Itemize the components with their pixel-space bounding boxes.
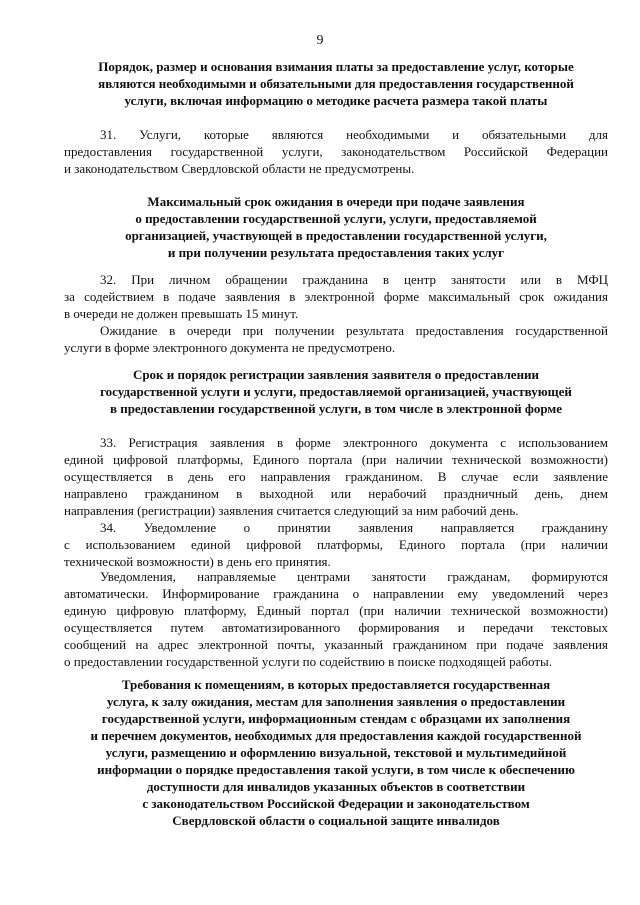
text-line: осуществляется путем автоматизированного формирования и передачи текстовых [64,620,608,635]
section-heading-premises-requirements [62,676,610,829]
page-number: 9 [316,33,324,48]
heading-line: услуги, размещению и оформлению визуальной, текстовой и мультимедийной [105,745,567,760]
text-line: технической возможности) в день его принятия. [64,554,331,569]
heading-line: организацией, участвующей в предоставлении государственной услуги, [125,228,547,243]
heading-line: Порядок, размер и основания взимания платы за предоставление услуг, которые [98,59,574,74]
heading-line: в предоставлении государственной услуги, в том числе в электронной форме [109,401,563,416]
heading-line: услуги, включая информацию о методике расчета размера такой платы [124,93,548,108]
text-line: услуги в форме электронного документа не предусмотрено. [64,340,396,355]
heading-line: государственной услуги, информационным стендам с образцами их заполнения [101,711,571,726]
section-heading-fees [62,58,610,109]
text-line: 34. Уведомление о принятии заявления направляется гражданину [100,520,608,535]
heading-line: Требования к помещениям, в которых предоставляется государственная [121,677,551,692]
heading-line: с законодательством Российской Федерации и законодательством [142,796,530,811]
text-line: направления (регистрации) заявления считается следующий за ним рабочий день. [64,503,519,518]
text-line: 33. Регистрация заявления в форме электронного документа с использованием [100,435,608,450]
text-line: единую цифровую платформу, Единый портал (при наличии технической возможности) [64,603,608,618]
heading-line: и при получении результата предоставления таких услуг [167,245,505,260]
text-line: предоставления государственной услуги, законодательством Российской Федерации [64,144,608,159]
paragraph-34 [64,519,608,570]
text-line: осуществляется в день его направления гражданином. В случае если заявление [64,469,608,484]
text-line: Уведомления, направляемые центрами занятости гражданам, формируются [100,569,608,584]
paragraph-31 [64,126,608,177]
heading-line: услуга, к залу ожидания, местам для заполнения заявления о предоставлении [106,694,566,709]
text-line: в очереди не должен превышать 15 минут. [64,306,299,321]
heading-line: являются необходимыми и обязательными для предоставления государственной [98,76,574,91]
text-line: за содействием в подаче заявления в электронной форме максимальный срок ожидания [64,289,608,304]
section-heading-queue-time [62,193,610,261]
text-line: направлено гражданином в выходной или нерабочий праздничный день, днем [64,486,608,501]
section-heading-registration [62,366,610,417]
text-line: 31. Услуги, которые являются необходимыми и обязательными для [100,127,608,142]
heading-line: Максимальный срок ожидания в очереди при подаче заявления [147,194,525,209]
paragraph-notifications [64,568,608,670]
text-line: единой цифровой платформы, Единого портала (при наличии технической возможности) [64,452,608,467]
heading-line: Срок и порядок регистрации заявления заявителя о предоставлении [132,367,540,382]
heading-line: Свердловской области о социальной защите инвалидов [172,813,500,828]
paragraph-33 [64,434,608,519]
paragraph-32-continued [64,322,608,356]
text-line: с использованием единой цифровой платформы, Единого портала (при наличии [64,537,608,552]
heading-line: информации о порядке предоставления такой услуги, в том числе к обеспечению [97,762,575,777]
heading-line: доступности для инвалидов указанных объектов в соответствии [146,779,526,794]
heading-line: и перечнем документов, необходимых для предоставления каждой государственной [90,728,582,743]
text-line: о предоставлении государственной услуги по содействию в поиске подходящей работы. [64,654,552,669]
paragraph-32 [64,271,608,322]
heading-line: государственной услуги и услуги, предоставляемой организацией, участвующей [100,384,572,399]
heading-line: о предоставлении государственной услуги, услуги, предоставляемой [135,211,537,226]
text-line: сообщений на адрес электронной почты, указанный гражданином при подаче заявления [64,637,608,652]
text-line: и законодательством Свердловской области не предусмотрены. [64,161,415,176]
text-line: Ожидание в очереди при получении результата предоставления государственной [100,323,608,338]
text-line: 32. При личном обращении гражданина в центр занятости или в МФЦ [100,272,608,287]
text-line: автоматически. Информирование гражданина о направлении ему уведомлений через [64,586,608,601]
